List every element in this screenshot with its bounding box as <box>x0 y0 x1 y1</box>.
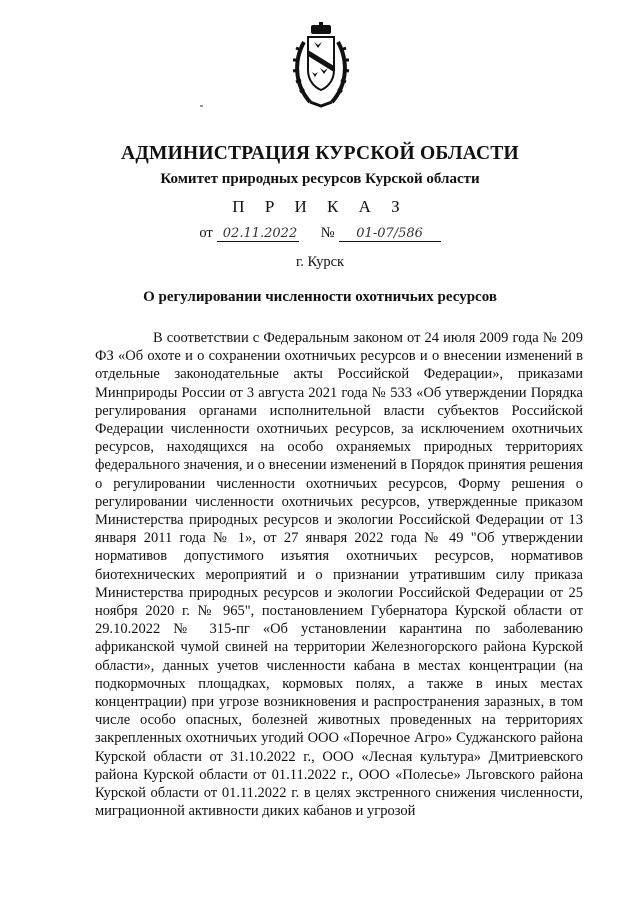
scan-speck <box>200 105 203 107</box>
date-prefix: от <box>199 225 213 241</box>
city: г. Курск <box>295 254 345 270</box>
committee-title: Комитет природных ресурсов Курской области <box>160 171 480 187</box>
order-number-handwritten: 01-07/586 <box>339 226 441 242</box>
number-prefix: № <box>320 225 335 241</box>
order-details <box>0 225 640 242</box>
organization-title: АДМИНИСТРАЦИЯ КУРСКОЙ ОБЛАСТИ <box>121 143 519 164</box>
document-type: П Р И К А З <box>232 197 408 216</box>
order-date-handwritten: 02.11.2022 <box>217 226 299 242</box>
body-paragraph: В соответствии с Федеральным законом от 24 июля 2009 года № 209 ФЗ «Об охоте и о сохранении охотничьих ресурсов и о внесении изменений в отдельные законодательные акты Российской Федерации», приказами Минприроды России от 3 августа 2021 года № 533 «Об утверждении Порядка регулирования органами исполнительной власти субъектов Российской Федерации численности охотничьих ресурсов, за исключением охотничьих ресурсов, находящихся на особо охраняемых природных территориях федерального значения, и о внесении изменений в Порядок принятия решения о регулировании численности охотничьих ресурсов, Форму решения о регулировании численности охотничьих ресурсов, утвержденные приказом Министерства природных ресурсов и экологии Российской Федерации от 13 января 2011 года № 1», от 27 января 2022 года № 49 "Об утверждении нормативов допустимого изъятия охотничьих ресурсов, нормативов биотехнических мероприятий и о признании утратившим силу приказа Министерства природных ресурсов и экологии Российской Федерации от 25 ноября 2020 г. № 965", постановлением Губернатора Курской области от 29.10.2022 № 315-пг «Об установлении карантина по заболеванию африканской чумой свиней на территории Железногорского района Курской области», данных учетов численности кабана в местах концентрации (на подкормочных площадках, кормовых полях, а также в иных местах концентрации) при угрозе возникновения и распространения заразных, в том числе особо опасных, болезней животных проведенных на территориях закрепленных охотничьих угодий ООО «Поречное Агро» Суджанского района Курской области от 31.10.2022 г., ООО «Лесная культура» Дмитриевского района Курской области от 01.11.2022 г., ООО «Полесье» Льговского района Курской области от 01.11.2022 г. в целях экстренного снижения численности, миграционной активности диких кабанов и угрозой <box>95 330 583 820</box>
document-subject: О регулировании численности охотничьих ресурсов <box>143 289 497 305</box>
coat-of-arms-icon <box>292 22 350 108</box>
